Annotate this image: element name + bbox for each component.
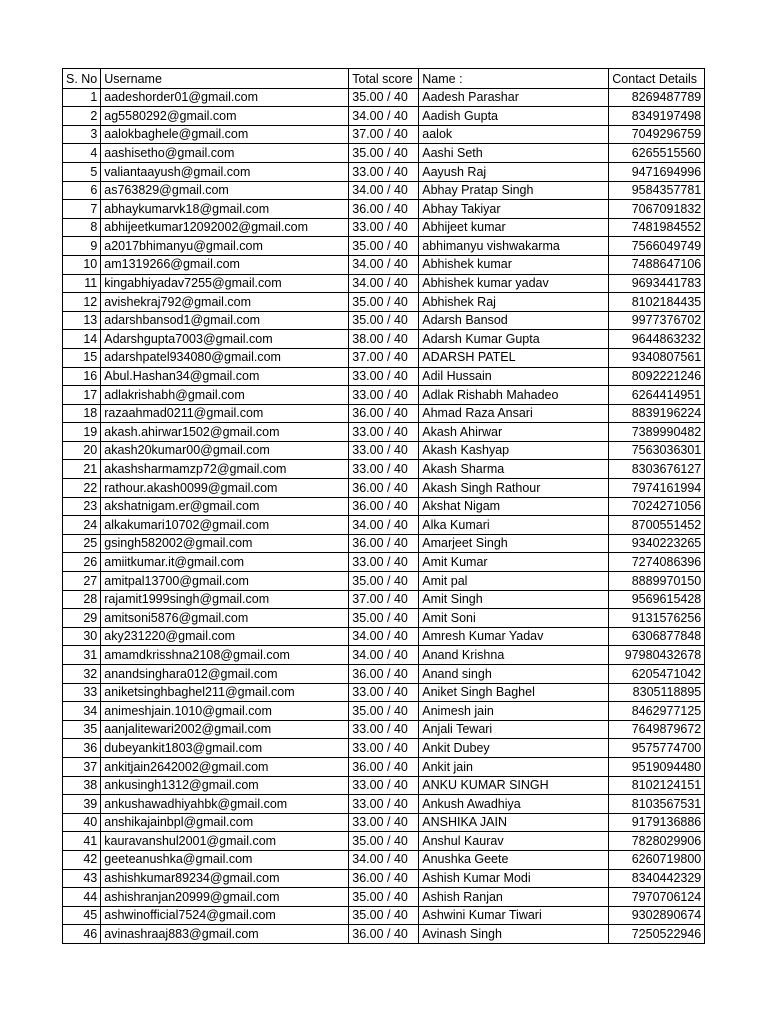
cell-name: Anushka Geete: [419, 850, 609, 869]
cell-name: Adlak Rishabh Mahadeo: [419, 386, 609, 405]
cell-total-score: 33.00 / 40: [349, 720, 419, 739]
table-row: [63, 125, 705, 144]
table-row: [63, 441, 705, 460]
cell-name: Adil Hussain: [419, 367, 609, 386]
cell-username: ashishkumar89234@gmail.com: [101, 869, 349, 888]
cell-total-score: 37.00 / 40: [349, 348, 419, 367]
table-row: [63, 850, 705, 869]
cell-name: Abhishek kumar: [419, 255, 609, 274]
cell-username: ankusingh1312@gmail.com: [101, 776, 349, 795]
cell-contact: 9584357781: [609, 181, 705, 200]
table-row: [63, 255, 705, 274]
table-row: [63, 813, 705, 832]
cell-sno: 46: [63, 925, 101, 944]
table-row: [63, 516, 705, 535]
cell-total-score: 36.00 / 40: [349, 665, 419, 684]
table-row: [63, 386, 705, 405]
cell-contact: 7974161994: [609, 479, 705, 498]
cell-name: Ashish Ranjan: [419, 888, 609, 907]
cell-contact: 8092221246: [609, 367, 705, 386]
cell-sno: 39: [63, 795, 101, 814]
cell-contact: 9575774700: [609, 739, 705, 758]
cell-contact: 8102184435: [609, 293, 705, 312]
cell-username: ag5580292@gmail.com: [101, 107, 349, 126]
cell-contact: 9693441783: [609, 274, 705, 293]
table-row: [63, 479, 705, 498]
cell-name: Ankush Awadhiya: [419, 795, 609, 814]
cell-contact: 8340442329: [609, 869, 705, 888]
cell-name: Abhijeet kumar: [419, 218, 609, 237]
cell-username: geeteanushka@gmail.com: [101, 850, 349, 869]
cell-total-score: 33.00 / 40: [349, 795, 419, 814]
cell-total-score: 36.00 / 40: [349, 404, 419, 423]
cell-username: gsingh582002@gmail.com: [101, 534, 349, 553]
cell-contact: 8305118895: [609, 683, 705, 702]
cell-contact: 7828029906: [609, 832, 705, 851]
cell-sno: 40: [63, 813, 101, 832]
table-row: [63, 497, 705, 516]
cell-username: amitsoni5876@gmail.com: [101, 609, 349, 628]
cell-contact: 7970706124: [609, 888, 705, 907]
cell-name: Ankit Dubey: [419, 739, 609, 758]
cell-username: aanjalitewari2002@gmail.com: [101, 720, 349, 739]
cell-total-score: 33.00 / 40: [349, 460, 419, 479]
table-row: [63, 665, 705, 684]
cell-sno: 25: [63, 534, 101, 553]
cell-total-score: 34.00 / 40: [349, 627, 419, 646]
cell-contact: 9302890674: [609, 906, 705, 925]
cell-name: Adarsh Bansod: [419, 311, 609, 330]
cell-name: Alka Kumari: [419, 516, 609, 535]
cell-username: rathour.akash0099@gmail.com: [101, 479, 349, 498]
cell-total-score: 34.00 / 40: [349, 181, 419, 200]
table-row: [63, 590, 705, 609]
cell-username: am1319266@gmail.com: [101, 255, 349, 274]
cell-username: amiitkumar.it@gmail.com: [101, 553, 349, 572]
cell-total-score: 33.00 / 40: [349, 162, 419, 181]
cell-sno: 27: [63, 572, 101, 591]
table-row: [63, 609, 705, 628]
cell-total-score: 35.00 / 40: [349, 832, 419, 851]
cell-contact: 9131576256: [609, 609, 705, 628]
cell-contact: 7274086396: [609, 553, 705, 572]
cell-sno: 18: [63, 404, 101, 423]
cell-name: Abhishek Raj: [419, 293, 609, 312]
cell-sno: 4: [63, 144, 101, 163]
cell-username: animeshjain.1010@gmail.com: [101, 702, 349, 721]
cell-sno: 35: [63, 720, 101, 739]
table-row: [63, 88, 705, 107]
table-row: [63, 367, 705, 386]
cell-name: Ahmad Raza Ansari: [419, 404, 609, 423]
results-table: [62, 68, 705, 944]
header-username: Username: [101, 69, 349, 89]
cell-name: ANKU KUMAR SINGH: [419, 776, 609, 795]
cell-total-score: 33.00 / 40: [349, 423, 419, 442]
cell-name: abhimanyu vishwakarma: [419, 237, 609, 256]
cell-sno: 26: [63, 553, 101, 572]
cell-username: akash20kumar00@gmail.com: [101, 441, 349, 460]
cell-username: anshikajainbpl@gmail.com: [101, 813, 349, 832]
cell-total-score: 38.00 / 40: [349, 330, 419, 349]
cell-contact: 8839196224: [609, 404, 705, 423]
cell-username: Abul.Hashan34@gmail.com: [101, 367, 349, 386]
cell-contact: 7067091832: [609, 200, 705, 219]
table-row: [63, 702, 705, 721]
cell-total-score: 33.00 / 40: [349, 386, 419, 405]
cell-sno: 17: [63, 386, 101, 405]
cell-name: Anand Krishna: [419, 646, 609, 665]
cell-total-score: 37.00 / 40: [349, 125, 419, 144]
cell-sno: 34: [63, 702, 101, 721]
cell-name: ANSHIKA JAIN: [419, 813, 609, 832]
cell-sno: 11: [63, 274, 101, 293]
cell-total-score: 35.00 / 40: [349, 906, 419, 925]
cell-contact: 7024271056: [609, 497, 705, 516]
cell-sno: 19: [63, 423, 101, 442]
table-row: [63, 720, 705, 739]
cell-username: akashsharmamzp72@gmail.com: [101, 460, 349, 479]
cell-username: amitpal13700@gmail.com: [101, 572, 349, 591]
cell-total-score: 36.00 / 40: [349, 479, 419, 498]
cell-contact: 8700551452: [609, 516, 705, 535]
cell-name: Amit Kumar: [419, 553, 609, 572]
cell-username: amamdkrisshna2108@gmail.com: [101, 646, 349, 665]
cell-total-score: 35.00 / 40: [349, 888, 419, 907]
cell-name: Anjali Tewari: [419, 720, 609, 739]
cell-sno: 6: [63, 181, 101, 200]
cell-username: razaahmad0211@gmail.com: [101, 404, 349, 423]
cell-contact: 97980432678: [609, 646, 705, 665]
cell-contact: 9519094480: [609, 757, 705, 776]
cell-name: Amarjeet Singh: [419, 534, 609, 553]
cell-username: adlakrishabh@gmail.com: [101, 386, 349, 405]
cell-name: Abhay Takiyar: [419, 200, 609, 219]
cell-contact: 9471694996: [609, 162, 705, 181]
cell-sno: 7: [63, 200, 101, 219]
cell-total-score: 35.00 / 40: [349, 237, 419, 256]
table-row: [63, 460, 705, 479]
cell-name: Akshat Nigam: [419, 497, 609, 516]
table-row: [63, 423, 705, 442]
cell-sno: 20: [63, 441, 101, 460]
cell-sno: 14: [63, 330, 101, 349]
table-row: [63, 534, 705, 553]
cell-total-score: 33.00 / 40: [349, 218, 419, 237]
cell-contact: 7389990482: [609, 423, 705, 442]
cell-name: Ashish Kumar Modi: [419, 869, 609, 888]
cell-contact: 6306877848: [609, 627, 705, 646]
cell-total-score: 35.00 / 40: [349, 311, 419, 330]
cell-contact: 7566049749: [609, 237, 705, 256]
cell-sno: 32: [63, 665, 101, 684]
cell-username: adarshpatel934080@gmail.com: [101, 348, 349, 367]
cell-sno: 41: [63, 832, 101, 851]
cell-total-score: 35.00 / 40: [349, 572, 419, 591]
table-row: [63, 144, 705, 163]
table-row: [63, 404, 705, 423]
cell-name: Akash Singh Rathour: [419, 479, 609, 498]
cell-sno: 29: [63, 609, 101, 628]
cell-name: Avinash Singh: [419, 925, 609, 944]
table-row: [63, 237, 705, 256]
table-row: [63, 311, 705, 330]
cell-name: Amit Singh: [419, 590, 609, 609]
cell-username: aniketsinghbaghel211@gmail.com: [101, 683, 349, 702]
cell-contact: 7250522946: [609, 925, 705, 944]
cell-sno: 23: [63, 497, 101, 516]
table-row: [63, 776, 705, 795]
cell-sno: 44: [63, 888, 101, 907]
cell-contact: 6205471042: [609, 665, 705, 684]
cell-name: Akash Sharma: [419, 460, 609, 479]
cell-sno: 8: [63, 218, 101, 237]
cell-total-score: 33.00 / 40: [349, 553, 419, 572]
table-body: [63, 88, 705, 943]
cell-total-score: 36.00 / 40: [349, 497, 419, 516]
table-row: [63, 181, 705, 200]
cell-contact: 9179136886: [609, 813, 705, 832]
cell-contact: 6265515560: [609, 144, 705, 163]
table-row: [63, 646, 705, 665]
cell-name: Abhay Pratap Singh: [419, 181, 609, 200]
table-row: [63, 627, 705, 646]
cell-username: aalokbaghele@gmail.com: [101, 125, 349, 144]
cell-name: aalok: [419, 125, 609, 144]
cell-total-score: 35.00 / 40: [349, 144, 419, 163]
cell-username: ankitjain2642002@gmail.com: [101, 757, 349, 776]
cell-contact: 9340807561: [609, 348, 705, 367]
cell-name: Aadesh Parashar: [419, 88, 609, 107]
cell-sno: 12: [63, 293, 101, 312]
cell-total-score: 34.00 / 40: [349, 646, 419, 665]
cell-sno: 3: [63, 125, 101, 144]
cell-username: Adarshgupta7003@gmail.com: [101, 330, 349, 349]
cell-sno: 5: [63, 162, 101, 181]
cell-username: as763829@gmail.com: [101, 181, 349, 200]
cell-sno: 9: [63, 237, 101, 256]
table-row: [63, 348, 705, 367]
cell-contact: 7563036301: [609, 441, 705, 460]
cell-sno: 28: [63, 590, 101, 609]
cell-contact: 9569615428: [609, 590, 705, 609]
cell-username: avinashraaj883@gmail.com: [101, 925, 349, 944]
cell-name: Anand singh: [419, 665, 609, 684]
table-row: [63, 869, 705, 888]
cell-total-score: 34.00 / 40: [349, 107, 419, 126]
cell-contact: 7049296759: [609, 125, 705, 144]
table-row: [63, 162, 705, 181]
table-row: [63, 906, 705, 925]
cell-sno: 2: [63, 107, 101, 126]
cell-contact: 7481984552: [609, 218, 705, 237]
cell-name: Ashwini Kumar Tiwari: [419, 906, 609, 925]
cell-total-score: 35.00 / 40: [349, 88, 419, 107]
cell-username: adarshbansod1@gmail.com: [101, 311, 349, 330]
table-row: [63, 925, 705, 944]
cell-contact: 9644863232: [609, 330, 705, 349]
header-name: Name :: [419, 69, 609, 89]
table-row: [63, 739, 705, 758]
table-row: [63, 274, 705, 293]
cell-total-score: 34.00 / 40: [349, 255, 419, 274]
cell-sno: 42: [63, 850, 101, 869]
cell-contact: 8462977125: [609, 702, 705, 721]
cell-sno: 30: [63, 627, 101, 646]
header-total-score: Total score: [349, 69, 419, 89]
cell-name: Akash Ahirwar: [419, 423, 609, 442]
cell-contact: 8269487789: [609, 88, 705, 107]
cell-total-score: 35.00 / 40: [349, 702, 419, 721]
header-row: [63, 69, 705, 89]
cell-sno: 15: [63, 348, 101, 367]
cell-sno: 10: [63, 255, 101, 274]
table-row: [63, 683, 705, 702]
cell-contact: 7488647106: [609, 255, 705, 274]
table-row: [63, 293, 705, 312]
cell-total-score: 35.00 / 40: [349, 293, 419, 312]
cell-username: ashwinofficial7524@gmail.com: [101, 906, 349, 925]
table-row: [63, 107, 705, 126]
cell-sno: 43: [63, 869, 101, 888]
cell-total-score: 34.00 / 40: [349, 516, 419, 535]
cell-total-score: 33.00 / 40: [349, 739, 419, 758]
cell-sno: 1: [63, 88, 101, 107]
cell-total-score: 36.00 / 40: [349, 869, 419, 888]
cell-sno: 13: [63, 311, 101, 330]
cell-contact: 7649879672: [609, 720, 705, 739]
cell-username: a2017bhimanyu@gmail.com: [101, 237, 349, 256]
cell-total-score: 36.00 / 40: [349, 757, 419, 776]
cell-contact: 8102124151: [609, 776, 705, 795]
cell-sno: 22: [63, 479, 101, 498]
cell-username: alkakumari10702@gmail.com: [101, 516, 349, 535]
cell-contact: 6264414951: [609, 386, 705, 405]
cell-total-score: 36.00 / 40: [349, 200, 419, 219]
cell-name: Aayush Raj: [419, 162, 609, 181]
cell-total-score: 33.00 / 40: [349, 367, 419, 386]
cell-username: aadeshorder01@gmail.com: [101, 88, 349, 107]
cell-total-score: 33.00 / 40: [349, 813, 419, 832]
cell-username: dubeyankit1803@gmail.com: [101, 739, 349, 758]
cell-sno: 37: [63, 757, 101, 776]
cell-sno: 38: [63, 776, 101, 795]
cell-contact: 8103567531: [609, 795, 705, 814]
cell-name: ADARSH PATEL: [419, 348, 609, 367]
table-row: [63, 888, 705, 907]
cell-total-score: 37.00 / 40: [349, 590, 419, 609]
cell-total-score: 33.00 / 40: [349, 776, 419, 795]
cell-username: abhijeetkumar12092002@gmail.com: [101, 218, 349, 237]
table-row: [63, 832, 705, 851]
table-row: [63, 218, 705, 237]
cell-sno: 45: [63, 906, 101, 925]
header-sno: S. No: [63, 69, 101, 89]
cell-total-score: 36.00 / 40: [349, 925, 419, 944]
cell-username: valiantaayush@gmail.com: [101, 162, 349, 181]
cell-name: Amit Soni: [419, 609, 609, 628]
table-row: [63, 795, 705, 814]
table-row: [63, 553, 705, 572]
cell-username: akash.ahirwar1502@gmail.com: [101, 423, 349, 442]
cell-name: Akash Kashyap: [419, 441, 609, 460]
cell-total-score: 36.00 / 40: [349, 534, 419, 553]
cell-username: anandsinghara012@gmail.com: [101, 665, 349, 684]
cell-name: Ankit jain: [419, 757, 609, 776]
cell-sno: 24: [63, 516, 101, 535]
cell-name: Anshul Kaurav: [419, 832, 609, 851]
cell-name: Abhishek kumar yadav: [419, 274, 609, 293]
cell-name: Aadish Gupta: [419, 107, 609, 126]
table-row: [63, 757, 705, 776]
cell-username: akshatnigam.er@gmail.com: [101, 497, 349, 516]
table-row: [63, 572, 705, 591]
cell-username: ashishranjan20999@gmail.com: [101, 888, 349, 907]
cell-contact: 9977376702: [609, 311, 705, 330]
cell-total-score: 35.00 / 40: [349, 609, 419, 628]
cell-username: kingabhiyadav7255@gmail.com: [101, 274, 349, 293]
table-row: [63, 330, 705, 349]
cell-username: kauravanshul2001@gmail.com: [101, 832, 349, 851]
cell-name: Amresh Kumar Yadav: [419, 627, 609, 646]
cell-total-score: 34.00 / 40: [349, 274, 419, 293]
cell-sno: 33: [63, 683, 101, 702]
cell-contact: 9340223265: [609, 534, 705, 553]
cell-name: Aashi Seth: [419, 144, 609, 163]
cell-name: Amit pal: [419, 572, 609, 591]
header-contact: Contact Details: [609, 69, 705, 89]
cell-total-score: 33.00 / 40: [349, 683, 419, 702]
cell-name: Animesh jain: [419, 702, 609, 721]
cell-contact: 8349197498: [609, 107, 705, 126]
cell-username: aashisetho@gmail.com: [101, 144, 349, 163]
cell-username: avishekraj792@gmail.com: [101, 293, 349, 312]
cell-sno: 31: [63, 646, 101, 665]
cell-contact: 8889970150: [609, 572, 705, 591]
cell-username: rajamit1999singh@gmail.com: [101, 590, 349, 609]
cell-name: Adarsh Kumar Gupta: [419, 330, 609, 349]
cell-username: abhaykumarvk18@gmail.com: [101, 200, 349, 219]
cell-name: Aniket Singh Baghel: [419, 683, 609, 702]
cell-contact: 8303676127: [609, 460, 705, 479]
cell-total-score: 33.00 / 40: [349, 441, 419, 460]
cell-sno: 16: [63, 367, 101, 386]
cell-username: aky231220@gmail.com: [101, 627, 349, 646]
cell-sno: 36: [63, 739, 101, 758]
table-row: [63, 200, 705, 219]
cell-sno: 21: [63, 460, 101, 479]
cell-username: ankushawadhiyahbk@gmail.com: [101, 795, 349, 814]
cell-total-score: 34.00 / 40: [349, 850, 419, 869]
cell-contact: 6260719800: [609, 850, 705, 869]
